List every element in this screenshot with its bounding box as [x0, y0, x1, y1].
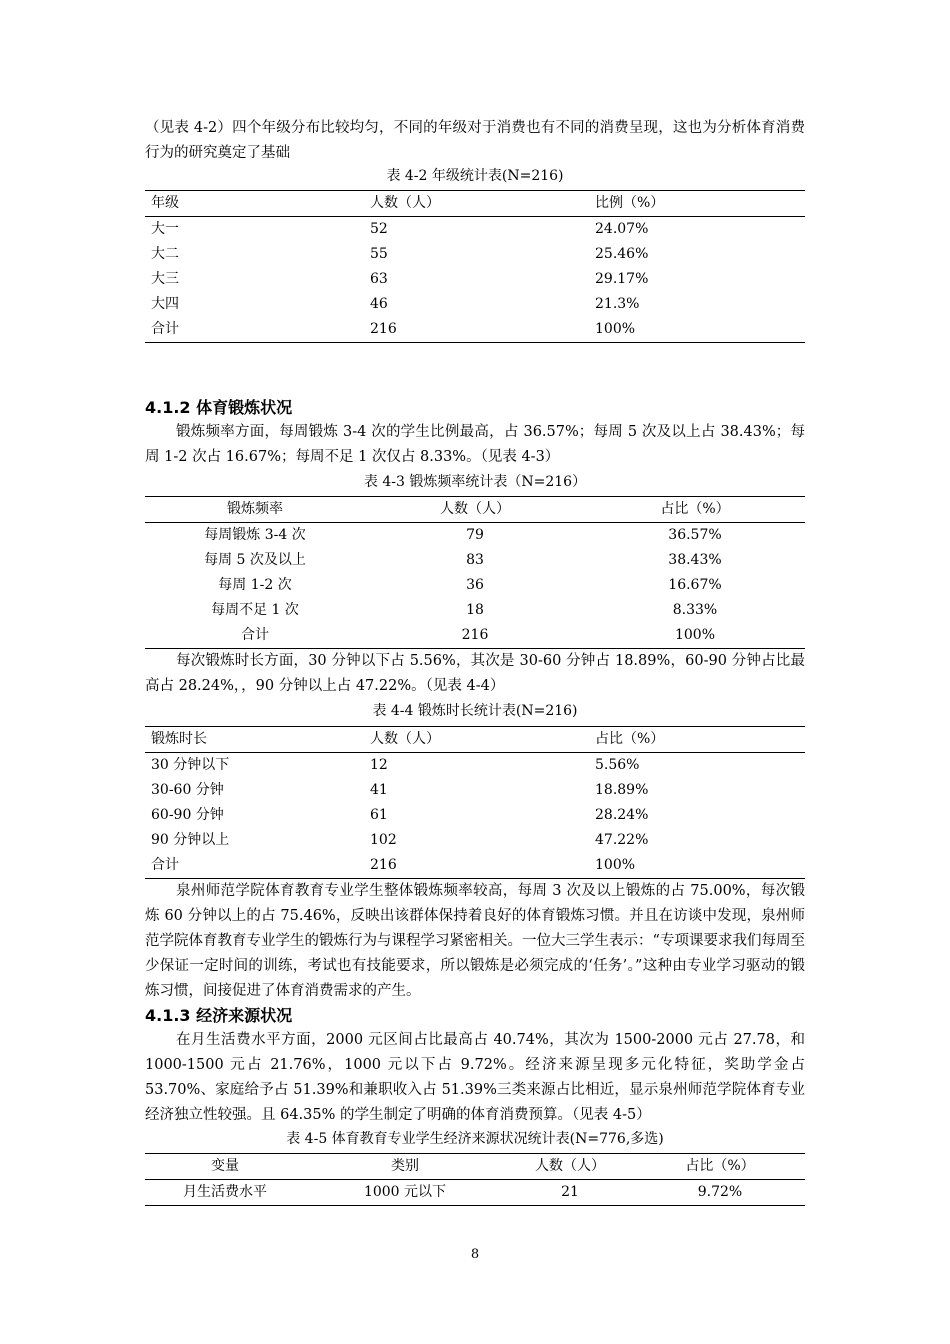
table-cell: 每周 1-2 次 [218, 577, 292, 593]
table-cell: 61 [370, 807, 388, 823]
table-cell: 83 [466, 552, 484, 568]
header-cell: 类别 [391, 1158, 419, 1174]
table-cell: 216 [370, 857, 397, 873]
table-cell: 9.72% [697, 1184, 743, 1200]
table-cell: 大四 [151, 296, 179, 312]
table-row [145, 292, 805, 317]
table-cell: 41 [370, 782, 388, 798]
table-cell: 52 [370, 221, 388, 237]
table-row [145, 778, 805, 803]
table-cell: 月生活费水平 [183, 1184, 267, 1200]
table-4-4 [145, 726, 805, 879]
table-cell: 合计 [151, 857, 179, 873]
table-cell: 102 [370, 832, 397, 848]
header-cell: 人数（人） [440, 501, 510, 517]
header-cell: 占比（%） [685, 1158, 755, 1174]
table-cell: 合计 [151, 321, 179, 337]
header-cell: 占比（%） [595, 731, 665, 747]
table-cell: 216 [370, 321, 397, 337]
header-cell: 人数（人） [535, 1158, 605, 1174]
table-cell: 36 [466, 577, 484, 593]
table-cell: 100% [674, 627, 716, 643]
table-header-row [145, 191, 805, 217]
table-cell: 30-60 分钟 [151, 782, 224, 798]
table-row [145, 217, 805, 243]
table-cell: 55 [370, 246, 388, 262]
table-cell: 大一 [151, 221, 179, 237]
table-row [145, 242, 805, 267]
table-cell: 每周不足 1 次 [211, 602, 299, 618]
table-cell: 大二 [151, 246, 179, 262]
header-cell: 人数（人） [370, 731, 440, 747]
table-header-row [145, 497, 805, 523]
header-cell: 变量 [211, 1158, 239, 1174]
table-cell: 16.67% [668, 577, 722, 593]
table-cell: 21.3% [595, 296, 640, 312]
exercise-summary-paragraph: 泉州师范学院体育教育专业学生整体锻炼频率较高，每周 3 次及以上锻炼的占 75.00%，每次锻炼 60 分钟以上的占 75.46%，反映出该群体保持着良好的体育锻炼习惯。并且在访谈中发现，泉州师范学院体育教育专业学生的锻炼行为与课程学习紧密相关。一位大三学生表示：“专项课要求我们每周至少保证一定时间的训练，考试也有技能要求，所以锻炼是必须完成的‘任务’。”这种由专业学习驱动的锻炼习惯，间接促进了体育消费需求的产生。 [145, 883, 805, 999]
table-cell: 79 [466, 527, 484, 543]
table-row [145, 853, 805, 879]
exercise-frequency-paragraph: 锻炼频率方面，每周锻炼 3-4 次的学生比例最高，占 36.57%；每周 5 次及以上占 38.43%；每周 1-2 次占 16.67%；每周不足 1 次仅占 8.33%。（见表 4-3） [145, 424, 805, 465]
table-cell: 每周 5 次及以上 [204, 552, 306, 568]
economic-source-paragraph: 在月生活费水平方面，2000 元区间占比最高占 40.74%，其次为 1500-2000 元占 27.78，和 1000-1500 元占 21.76%，1000 元以下占 9.72%。经济来源呈现多元化特征，奖助学金占 53.70%、家庭给予占 51.39%和兼职收入占 51.39%三类来源占比相近，显示泉州师范学院体育专业经济独立性较强。且 64.35% 的学生制定了明确的体育消费预算。（见表 4-5） [145, 1032, 805, 1123]
table-4-3-caption: 表 4-3 锻炼频率统计表（N=216） [363, 474, 587, 490]
table-cell: 24.07% [595, 221, 649, 237]
table-4-3 [145, 496, 805, 649]
table-cell: 21 [561, 1184, 579, 1200]
table-4-2 [145, 190, 805, 343]
table-cell: 46 [370, 296, 388, 312]
table-4-4-caption: 表 4-4 锻炼时长统计表(N=216) [372, 703, 578, 719]
table-cell: 38.43% [668, 552, 722, 568]
table-row [145, 317, 805, 343]
table-row [145, 598, 805, 623]
table-row [145, 1180, 805, 1206]
header-cell: 人数（人） [370, 195, 440, 211]
table-cell: 18.89% [595, 782, 649, 798]
table-row [145, 753, 805, 779]
table-header-row [145, 1154, 805, 1180]
table-cell: 100% [595, 857, 636, 873]
header-cell: 锻炼时长 [151, 731, 207, 747]
table-row [145, 623, 805, 649]
intro-paragraph: （见表 4-2）四个年级分布比较均匀，不同的年级对于消费也有不同的消费呈现，这也为分析体育消费行为的研究奠定了基础 [145, 120, 805, 161]
header-cell: 锻炼频率 [227, 501, 283, 517]
exercise-duration-paragraph: 每次锻炼时长方面，30 分钟以下占 5.56%，其次是 30-60 分钟占 18.89%，60-90 分钟占比最高占 28.24%，，90 分钟以上占 47.22%。（见表 4-4） [145, 653, 805, 694]
header-cell: 比例（%） [595, 195, 665, 211]
table-4-5 [145, 1153, 805, 1206]
table-cell: 90 分钟以上 [151, 832, 230, 848]
table-row [145, 267, 805, 292]
table-cell: 18 [466, 602, 484, 618]
table-cell: 12 [370, 757, 388, 773]
table-cell: 60-90 分钟 [151, 807, 224, 823]
table-4-5-caption: 表 4-5 体育教育专业学生经济来源状况统计表(N=776,多选) [286, 1131, 664, 1147]
table-cell: 1000 元以下 [363, 1184, 447, 1200]
table-cell: 30 分钟以下 [151, 757, 230, 773]
table-cell: 8.33% [672, 602, 718, 618]
table-row [145, 523, 805, 549]
table-row [145, 548, 805, 573]
table-cell: 63 [370, 271, 388, 287]
header-cell: 占比（%） [660, 501, 730, 517]
table-4-2-caption: 表 4-2 年级统计表(N=216) [386, 168, 564, 184]
table-cell: 28.24% [595, 807, 649, 823]
header-cell: 年级 [151, 195, 179, 211]
table-row [145, 573, 805, 598]
section-heading-4-1-2: 4.1.2 体育锻炼状况 [145, 398, 293, 417]
table-cell: 100% [595, 321, 636, 337]
section-heading-4-1-3: 4.1.3 经济来源状况 [145, 1006, 293, 1025]
table-cell: 5.56% [595, 757, 640, 773]
table-header-row [145, 727, 805, 753]
table-cell: 每周锻炼 3-4 次 [204, 527, 306, 543]
table-cell: 大三 [151, 271, 179, 287]
table-cell: 29.17% [595, 271, 649, 287]
table-cell: 合计 [241, 627, 269, 643]
table-cell: 47.22% [595, 832, 649, 848]
table-cell: 36.57% [668, 527, 722, 543]
page-number: 8 [470, 1247, 480, 1262]
table-cell: 216 [461, 627, 489, 643]
table-row [145, 803, 805, 828]
table-cell: 25.46% [595, 246, 649, 262]
table-row [145, 828, 805, 853]
